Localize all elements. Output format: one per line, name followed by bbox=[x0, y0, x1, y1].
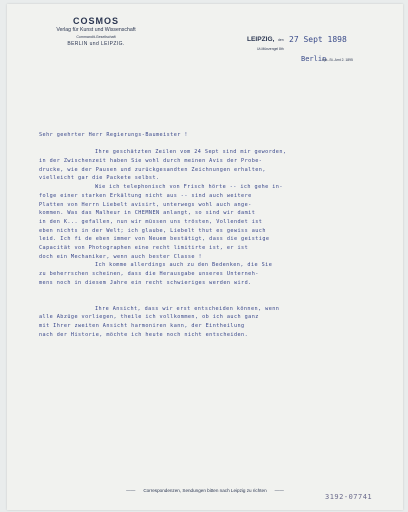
recipient-place: Berlin bbox=[301, 55, 327, 63]
body-line: kommen. Was das Malheur in CHEMNEN anlangt, so sind wir damit bbox=[39, 210, 256, 217]
body-line: alle Abzüge vorliegen, theile ich vollkommen, ob ich auch ganz bbox=[39, 314, 259, 321]
letter-sheet bbox=[7, 4, 403, 510]
body-line: in der Zwischenzeit haben Sie wohl durch meinen Avis der Probe- bbox=[39, 158, 263, 165]
company-type: Commandit-Gesellschaft bbox=[76, 35, 116, 39]
footer-dash-right: —— bbox=[274, 488, 284, 493]
footer-dash-left: —— bbox=[126, 488, 136, 493]
body-line: Ihre Ansicht, dass wir erst entscheiden können, wenn bbox=[95, 305, 280, 312]
company-cities: BERLIN und LEIPZIG. bbox=[67, 41, 125, 47]
body-line: zu beherrschen scheinen, dass die Herausgabe unseres Unterneh- bbox=[39, 271, 259, 277]
letterhead-company-block bbox=[41, 16, 151, 47]
body-line: mens noch in diesem Jahre ein recht schwieriges werden wird. bbox=[39, 279, 252, 286]
footer-text: Correspondenzen, Sendungen bitten nach Leipzig zu richten bbox=[143, 488, 267, 493]
body-line: leid. Ich fi de eben immer von Neuem bestätigt, dass die geistige bbox=[39, 236, 270, 243]
body-line: Platten von Herrn Liebelt avisirt, unterwegs wohl auch ange- bbox=[39, 201, 252, 208]
company-name: COSMOS bbox=[72, 16, 119, 26]
body-line: eben nichts in der Welt; ich glaube, Liebelt thut es gewiss auch bbox=[39, 227, 266, 234]
body-line: in den K... gefallen, nun wir müssen uns trösten, Vollendet ist bbox=[39, 218, 263, 225]
body-line: drucke, wie der Pausen und zurückgesandten Zeichnungen erhalten, bbox=[39, 166, 266, 173]
body-line: Capacität von Photographen eine recht limitirte ist, er ist bbox=[39, 244, 249, 251]
company-subtitle: Verlag für Kunst und Wissenschaft bbox=[56, 27, 136, 33]
archive-number: 3192-07741 bbox=[325, 493, 373, 501]
letter-body bbox=[39, 131, 379, 340]
body-line: doch ein Mechaniker, wenn auch bester Classe ! bbox=[39, 253, 203, 260]
letterhead-address: Ut-Münzengel 8th bbox=[257, 47, 284, 51]
letterhead-city: LEIPZIG, bbox=[247, 36, 275, 43]
body-line: vielleicht gar die Packete selbst. bbox=[39, 175, 160, 182]
body-line: Ihre geschätzten Zeilen vom 24 Sept sind mir geworden, bbox=[95, 149, 287, 156]
salutation: Sehr geehrter Herr Regierungs-Baumeister ! bbox=[39, 132, 188, 138]
body-line: Ich komme allerdings auch zu den Bedenken, die Sie bbox=[95, 262, 273, 269]
body-line: folge einer starken Erkältung nicht aus -- sind auch weitere bbox=[39, 192, 252, 199]
body-line: mit Ihrer zweiten Ansicht harmoniren kann, der Eintheilung bbox=[39, 323, 245, 330]
body-line: Wie ich telephonisch von Frisch hörte -- ich gehe in- bbox=[95, 184, 283, 191]
date-label: den bbox=[278, 38, 284, 42]
letter-date: 27 Sept 1898 bbox=[289, 35, 347, 44]
body-line: nach der Historie, möchte ich heute noch nicht entscheiden. bbox=[39, 331, 249, 338]
post-office-label: Hpt.-St.-Amt 2. 1895 bbox=[322, 58, 353, 62]
